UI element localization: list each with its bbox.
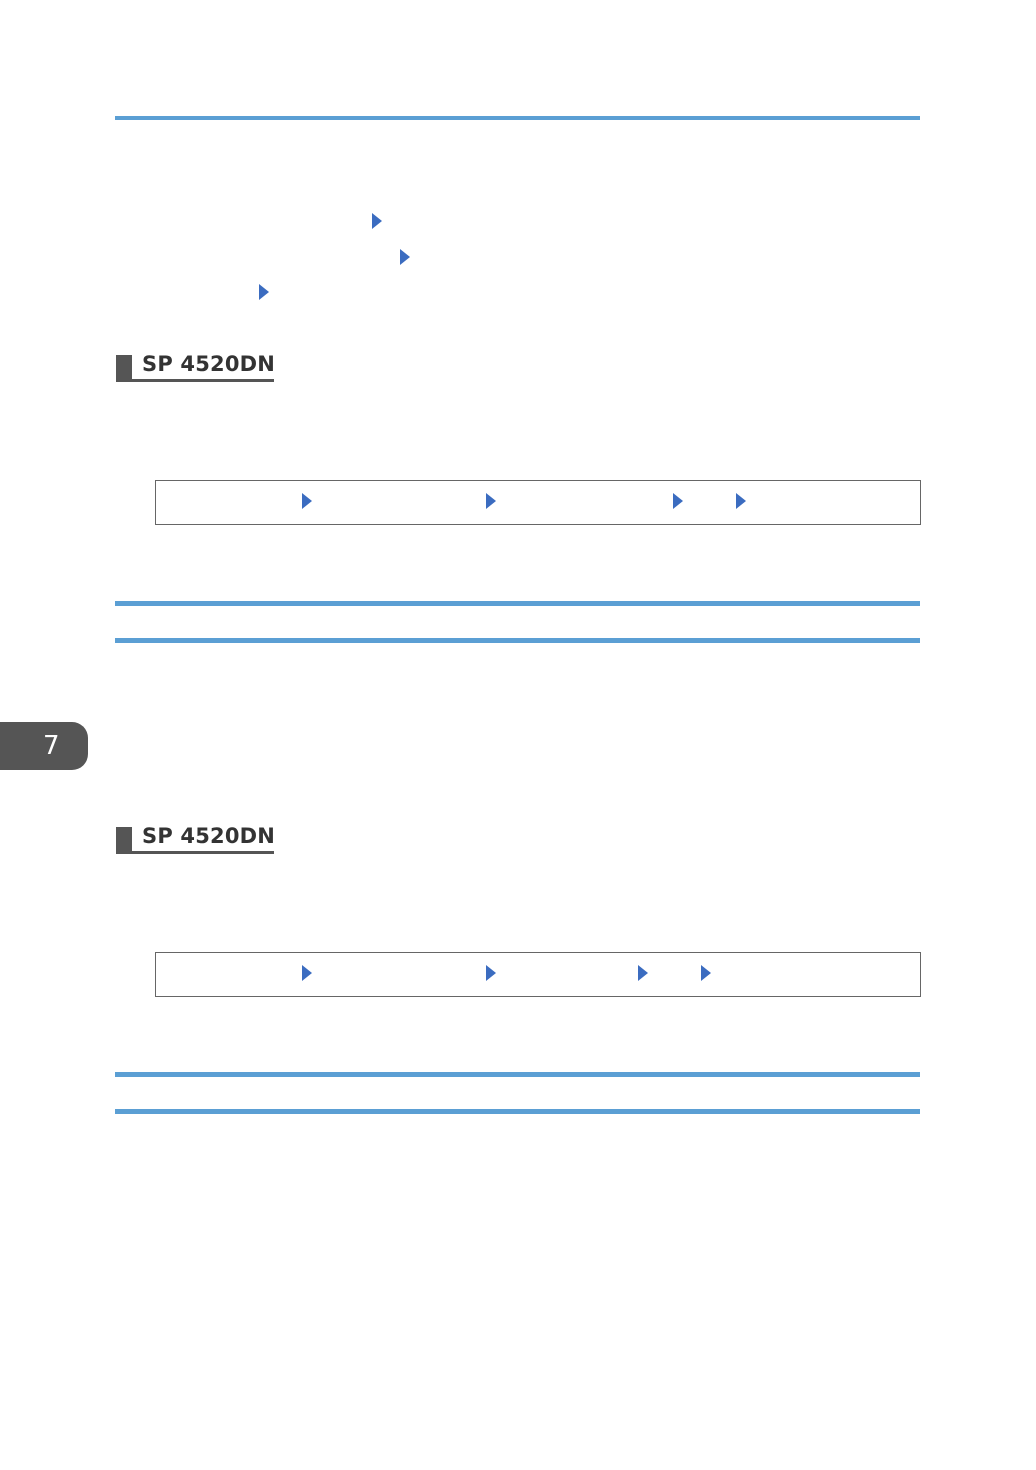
- model-heading-label: SP 4520DN: [142, 352, 276, 376]
- step-arrow-icon: [259, 284, 269, 300]
- menu-path-box: [155, 480, 921, 525]
- menu-path-box: [155, 952, 921, 997]
- section-rule-top: [115, 601, 920, 606]
- path-arrow-icon: [486, 493, 496, 509]
- heading-marker: [116, 355, 132, 379]
- model-heading-label: SP 4520DN: [142, 824, 276, 848]
- path-arrow-icon: [302, 493, 312, 509]
- section-rule-top: [115, 1072, 920, 1077]
- step-arrow-icon: [400, 249, 410, 265]
- heading-marker: [116, 827, 132, 851]
- model-heading: [116, 352, 276, 382]
- path-arrow-icon: [486, 965, 496, 981]
- section-rule-bottom: [115, 1109, 920, 1114]
- header-rule: [115, 116, 920, 120]
- chapter-number: 7: [43, 731, 60, 761]
- section-rule-bottom: [115, 638, 920, 643]
- path-arrow-icon: [736, 493, 746, 509]
- path-arrow-icon: [638, 965, 648, 981]
- path-arrow-icon: [701, 965, 711, 981]
- path-arrow-icon: [673, 493, 683, 509]
- path-arrow-icon: [302, 965, 312, 981]
- step-arrow-icon: [372, 213, 382, 229]
- model-heading: [116, 824, 276, 854]
- chapter-tab: [0, 722, 88, 770]
